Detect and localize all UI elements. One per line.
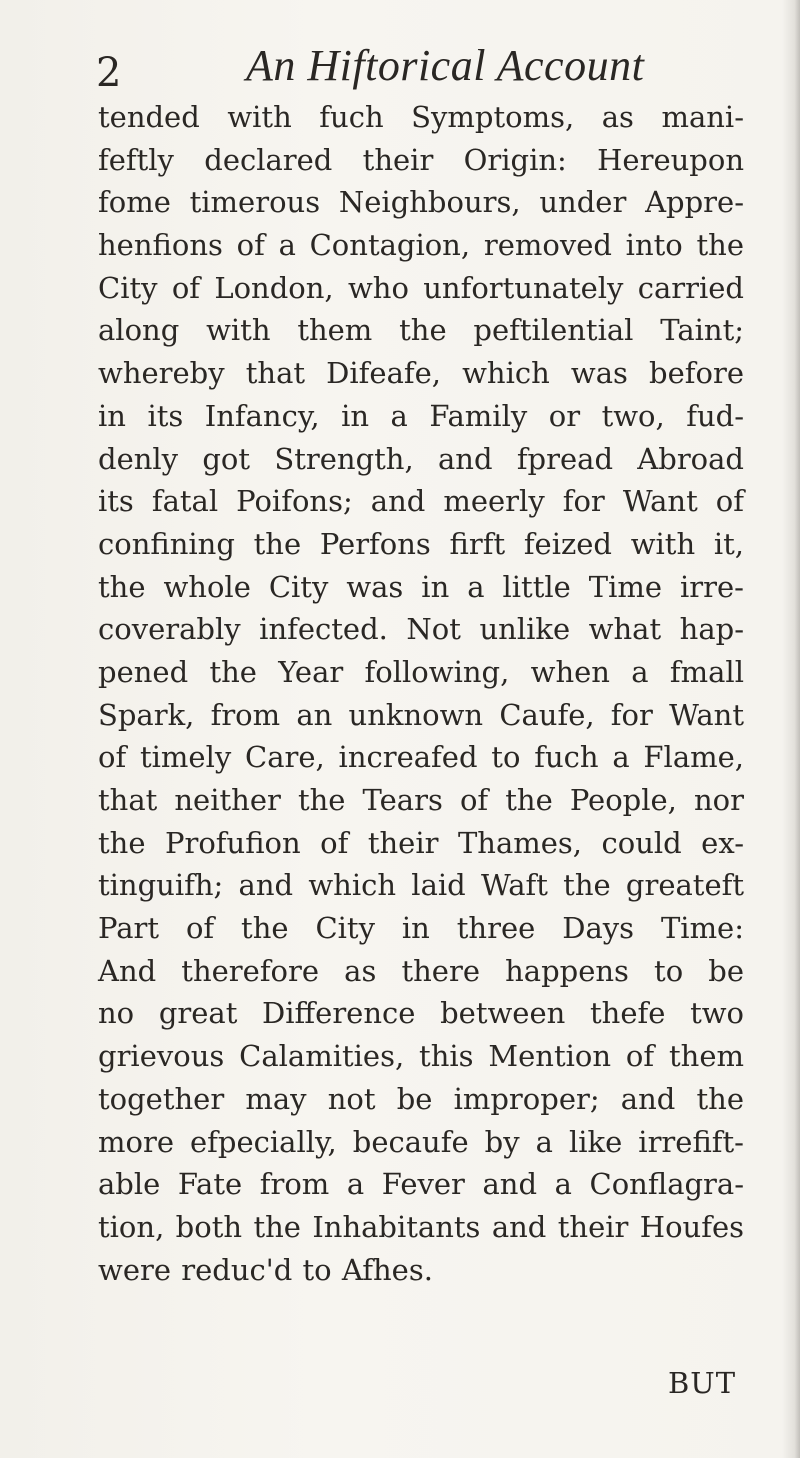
text-line: whereby that Difeafe, which was before: [98, 356, 744, 391]
text-line: And therefore as there happens to be: [98, 953, 744, 988]
text-line: Part of the City in three Days Time:: [98, 911, 744, 946]
text-line: coverably infected. Not unlike what hap-: [98, 612, 744, 647]
text-line: tended with fuch Symptoms, as mani-: [98, 100, 744, 134]
text-line: that neither the Tears of the People, nor: [98, 783, 744, 817]
running-head: [96, 30, 736, 100]
text-line: no great Difference between thefe two: [98, 996, 744, 1031]
running-head-title: An Hiftorical Account: [246, 41, 645, 90]
text-line: pened the Year following, when a fmall: [98, 654, 744, 689]
text-line: of timely Care, increafed to fuch a Flame,: [98, 740, 744, 775]
text-line: the whole City was in a little Time irre-: [98, 569, 744, 604]
text-line: henfions of a Contagion, removed into the: [98, 228, 744, 263]
catchword: BUT: [668, 1366, 737, 1400]
text-line: denly got Strength, and fpread Abroad: [98, 441, 744, 476]
text-line: Spark, from an unknown Caufe, for Want: [98, 697, 744, 732]
text-line: confining the Perfons firft feized with it,: [98, 526, 744, 561]
text-line: tion, both the Inhabitants and their Houfes: [98, 1209, 744, 1244]
text-line: fome timerous Neighbours, under Appre-: [98, 185, 744, 220]
text-line: in its Infancy, in a Family or two, fud-: [98, 398, 744, 433]
text-line: grievous Calamities, this Mention of them: [98, 1039, 744, 1074]
text-line: able Fate from a Fever and a Conflagra-: [98, 1167, 744, 1202]
text-line: feftly declared their Origin: Hereupon: [98, 142, 744, 177]
body-text: [98, 96, 744, 1291]
text-line: tinguifh; and which laid Waft the greateft: [98, 868, 744, 903]
page-number: 2: [96, 50, 122, 96]
text-line: the Profufion of their Thames, could ex-: [98, 825, 744, 860]
text-line: its fatal Poifons; and meerly for Want of: [98, 484, 744, 519]
text-line: along with them the peftilential Taint;: [98, 313, 744, 348]
text-line: more efpecially, becaufe by a like irrefift-: [98, 1124, 744, 1159]
text-line: together may not be improper; and the: [98, 1081, 744, 1116]
page-gutter-shadow: [782, 0, 800, 1458]
text-line: were reduc'd to Afhes.: [98, 1252, 433, 1287]
text-line: City of London, who unfortunately carried: [98, 270, 744, 305]
